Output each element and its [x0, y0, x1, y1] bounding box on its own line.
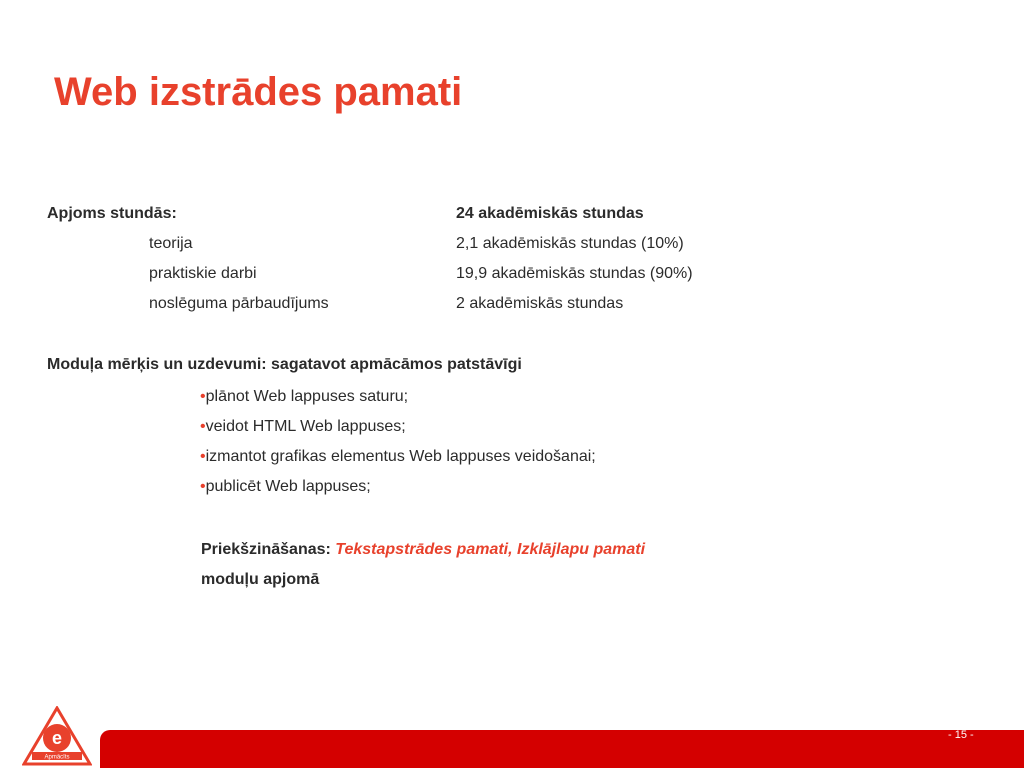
bullet-icon: • — [200, 388, 206, 405]
goal-item — [200, 478, 371, 496]
goal-item — [200, 418, 406, 436]
footer-bar — [100, 730, 1024, 768]
prereq-suffix: moduļu apjomā — [201, 571, 320, 588]
goal-item — [200, 388, 408, 406]
prereq-modules: Tekstapstrādes pamati, Izklājlapu pamati — [335, 541, 646, 558]
volume-label: Apjoms stundās: — [47, 205, 177, 222]
logo-letter: e — [51, 728, 63, 748]
bullet-icon: • — [200, 478, 206, 495]
volume-row-value: 2 akadēmiskās stundas — [456, 295, 624, 312]
bullet-icon: • — [200, 418, 206, 435]
goal-heading: Moduļa mērķis un uzdevumi: sagatavot apmācāmos patstāvīgi — [47, 356, 522, 373]
volume-row-name: noslēguma pārbaudījums — [149, 295, 329, 312]
prereq-line — [201, 541, 645, 559]
bullet-icon: • — [200, 448, 206, 465]
volume-row-value: 2,1 akadēmiskās stundas (10%) — [456, 235, 684, 252]
company-logo — [22, 706, 92, 766]
volume-row-value: 19,9 akadēmiskās stundas (90%) — [456, 265, 693, 282]
slide-title: Web izstrādes pamati — [54, 70, 463, 114]
prereq-label: Priekšzināšanas: — [201, 541, 336, 558]
goal-item-text: izmantot grafikas elementus Web lappuses veidošanai; — [205, 448, 596, 465]
volume-row-name: teorija — [149, 235, 193, 252]
goal-item-text: publicēt Web lappuses; — [205, 478, 371, 495]
page-number: - 15 - — [948, 729, 974, 741]
goal-item-text: veidot HTML Web lappuses; — [205, 418, 406, 435]
volume-total: 24 akadēmiskās stundas — [456, 205, 644, 222]
logo-text: Apmācīts — [44, 754, 70, 761]
goal-item — [200, 448, 596, 466]
goal-item-text: plānot Web lappuses saturu; — [205, 388, 409, 405]
volume-row-name: praktiskie darbi — [149, 265, 257, 282]
